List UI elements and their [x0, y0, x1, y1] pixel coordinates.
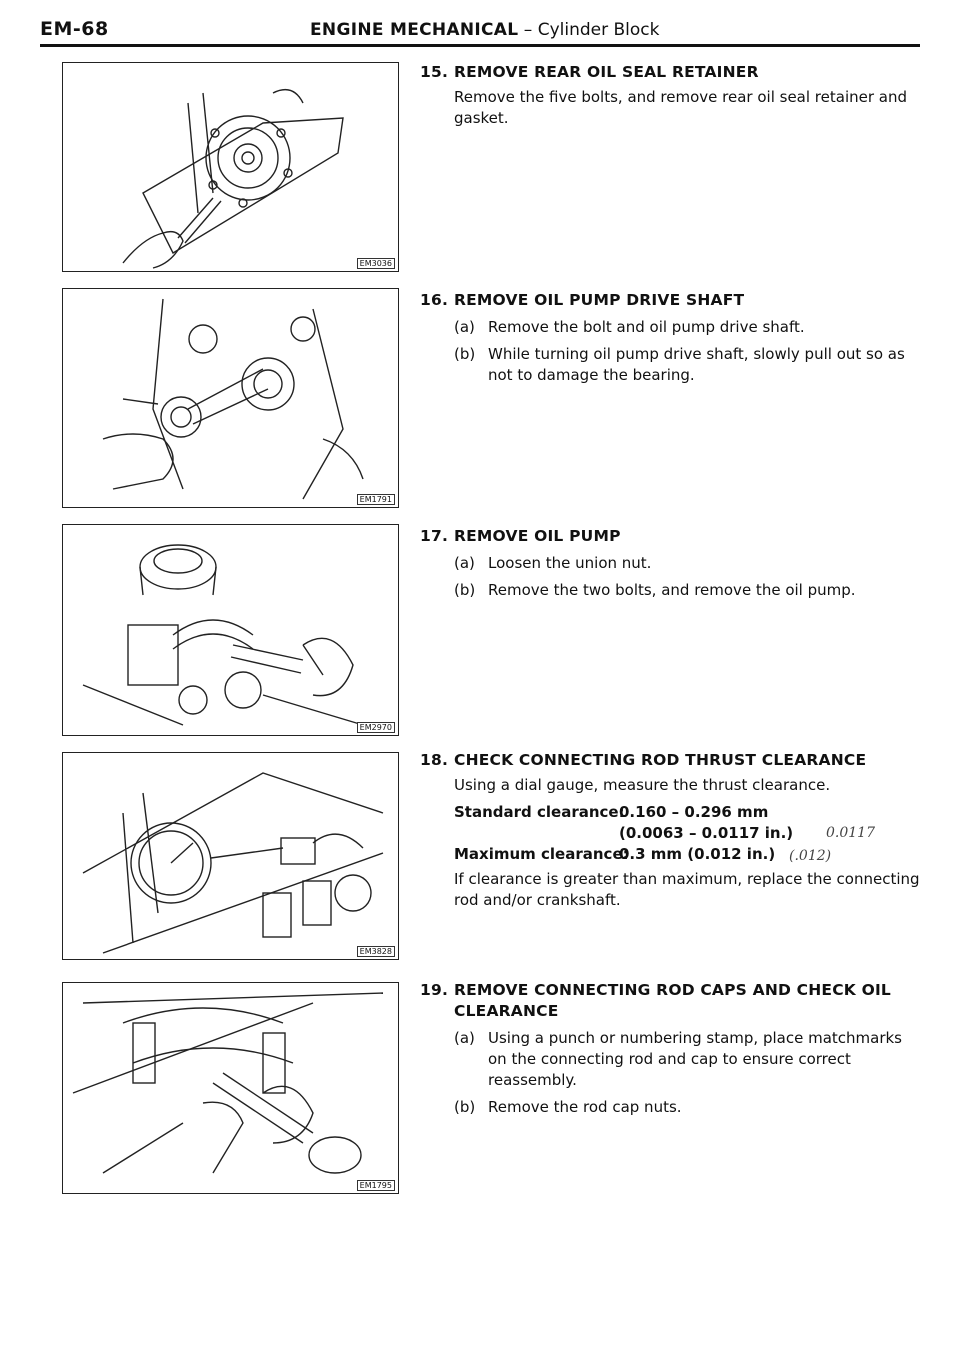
figure-oil-pump-drawing	[63, 525, 398, 735]
section-number: 16.	[420, 291, 449, 309]
clearance-spec	[420, 802, 920, 865]
section-number: 17.	[420, 527, 449, 545]
figure-code: EM1791	[357, 494, 395, 505]
step-a	[420, 553, 920, 574]
section-heading: REMOVE CONNECTING ROD CAPS AND CHECK OIL CLEARANCE	[454, 981, 892, 1020]
handwritten-note-2: (.012)	[789, 848, 832, 864]
header-rule	[40, 44, 920, 47]
standard-clearance-value: 0.160 – 0.296 mm	[619, 803, 769, 821]
section-number: 18.	[420, 751, 449, 769]
step-text: Remove the rod cap nuts.	[488, 1098, 682, 1116]
step-a	[420, 317, 920, 338]
handwritten-note-1: 0.0117	[826, 825, 875, 841]
step-label: (b)	[454, 581, 476, 599]
section-title	[420, 526, 920, 547]
step-label: (b)	[454, 345, 476, 363]
section-body: Using a dial gauge, measure the thrust clearance.	[454, 776, 831, 794]
step-b	[420, 344, 920, 386]
figure-rear-oil-seal-drawing	[63, 63, 398, 271]
section-16	[420, 290, 920, 386]
figure-rod-caps-drawing	[63, 983, 398, 1193]
figure-oil-pump	[62, 524, 399, 736]
step-b	[420, 580, 920, 601]
step-label: (a)	[454, 318, 475, 336]
step-text: While turning oil pump drive shaft, slowly pull out so as not to damage the bearing.	[488, 345, 905, 384]
figure-code: EM3036	[357, 258, 395, 269]
step-label: (b)	[454, 1098, 476, 1116]
figure-code: EM1795	[357, 1180, 395, 1191]
figure-code: EM2970	[357, 722, 395, 733]
standard-clearance-row	[454, 802, 920, 823]
section-number: 15.	[420, 63, 449, 81]
header-title	[310, 20, 659, 40]
section-19	[420, 980, 920, 1118]
figure-thrust-clearance	[62, 752, 399, 960]
step-b	[420, 1097, 920, 1118]
section-heading: REMOVE OIL PUMP DRIVE SHAFT	[454, 291, 745, 309]
step-text: Using a punch or numbering stamp, place matchmarks on the connecting rod and cap to ensure correct reassembly.	[488, 1029, 902, 1089]
section-17	[420, 526, 920, 601]
section-heading: REMOVE REAR OIL SEAL RETAINER	[454, 63, 759, 81]
section-note: If clearance is greater than maximum, replace the connecting rod and/or crankshaft.	[454, 870, 920, 909]
section-18	[420, 750, 920, 911]
maximum-clearance-label: Maximum clearance:	[454, 845, 629, 863]
section-title	[420, 750, 920, 771]
figure-thrust-clearance-drawing	[63, 753, 398, 959]
step-label: (a)	[454, 554, 475, 572]
step-text: Loosen the union nut.	[488, 554, 652, 572]
section-title	[420, 290, 920, 311]
section-number: 19.	[420, 981, 449, 999]
figure-oil-pump-drive-shaft	[62, 288, 399, 508]
figure-code: EM3828	[357, 946, 395, 957]
header-subsection: – Cylinder Block	[518, 20, 660, 40]
standard-clearance-inch-row	[454, 823, 920, 844]
figure-rod-caps	[62, 982, 399, 1194]
standard-clearance-label: Standard clearance:	[454, 803, 625, 821]
step-text: Remove the bolt and oil pump drive shaft.	[488, 318, 805, 336]
section-title	[420, 980, 920, 1022]
step-a	[420, 1028, 920, 1091]
standard-clearance-inch: (0.0063 – 0.0117 in.)	[619, 824, 794, 842]
section-15	[420, 62, 920, 129]
section-heading: REMOVE OIL PUMP	[454, 527, 621, 545]
figure-rear-oil-seal	[62, 62, 399, 272]
maximum-clearance-value: 0.3 mm (0.012 in.)	[619, 845, 776, 863]
section-title	[420, 62, 920, 83]
maximum-clearance-row	[454, 844, 920, 865]
figure-oil-pump-drive-shaft-drawing	[63, 289, 398, 507]
page-code: EM-68	[40, 18, 109, 40]
step-label: (a)	[454, 1029, 475, 1047]
section-body: Remove the five bolts, and remove rear oil seal retainer and gasket.	[454, 88, 908, 127]
step-text: Remove the two bolts, and remove the oil pump.	[488, 581, 856, 599]
section-heading: CHECK CONNECTING ROD THRUST CLEARANCE	[454, 751, 867, 769]
header-section: ENGINE MECHANICAL	[310, 20, 519, 40]
page-header	[40, 14, 920, 48]
